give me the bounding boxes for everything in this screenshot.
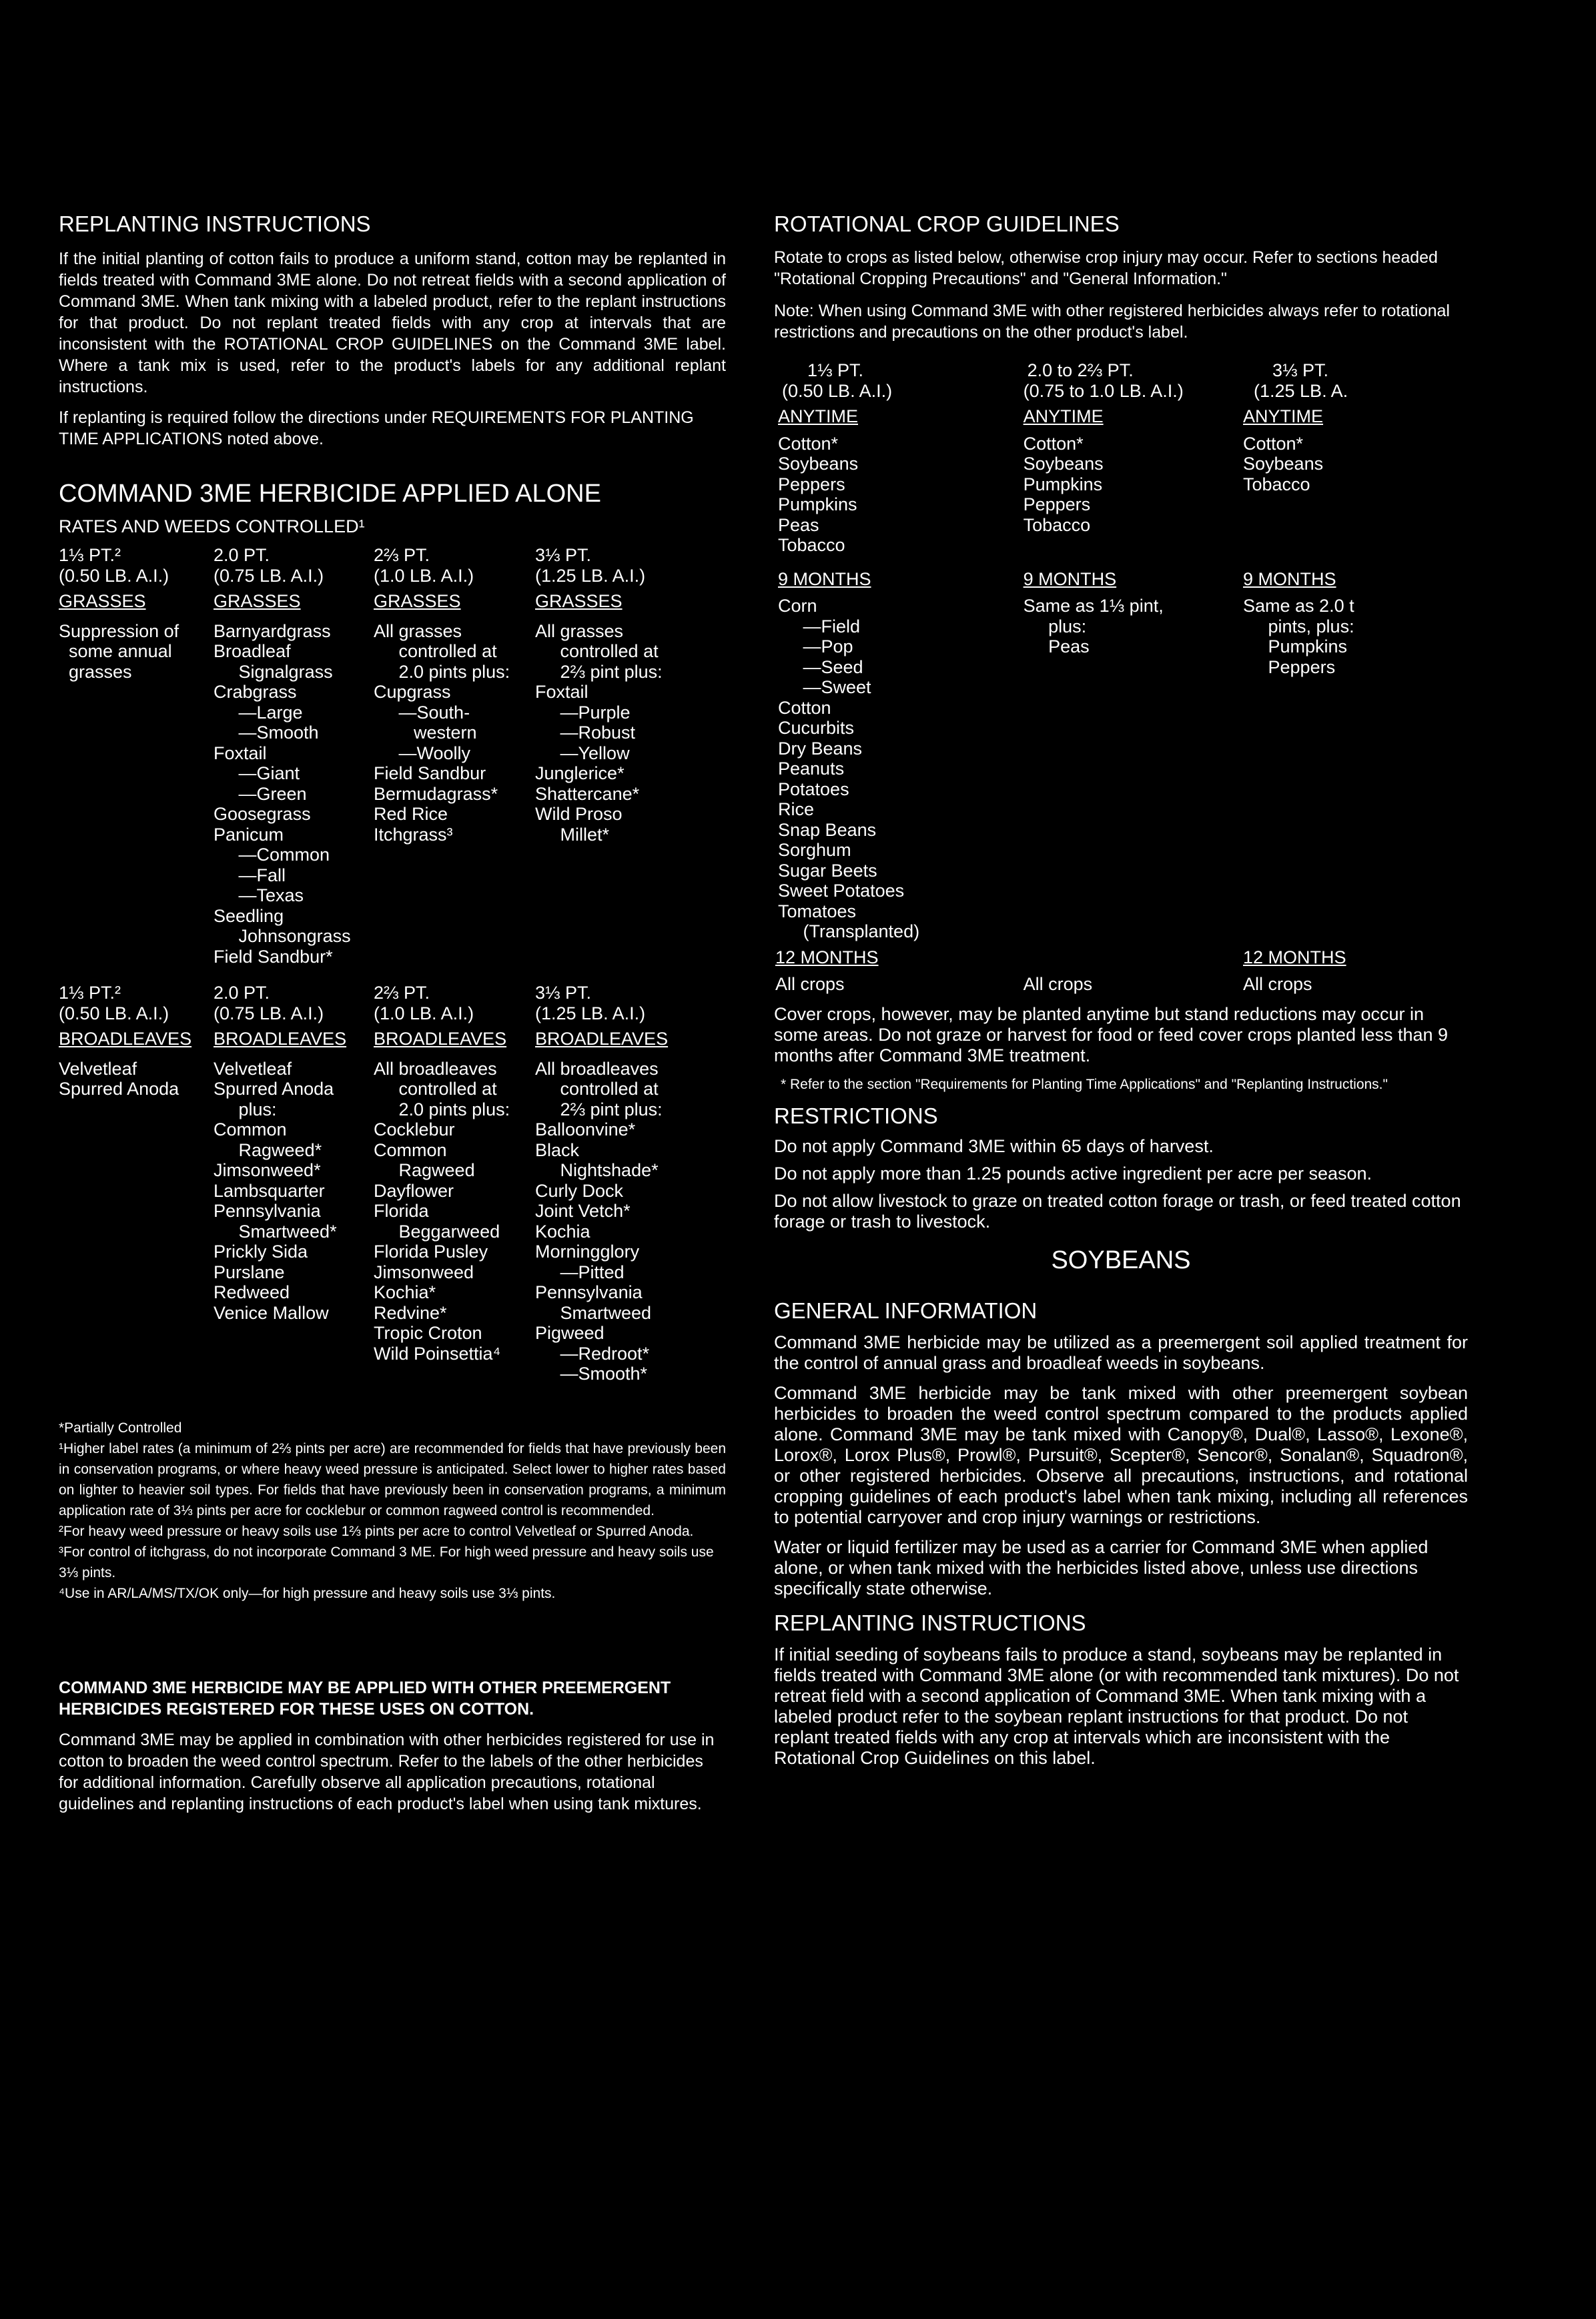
replanting-paragraph-1: If the initial planting of cotton fails to produce a uniform stand, cotton may be replanted in fields treated with Command 3ME alone. Do not retreat fields with a second application of Command 3ME. When tank mixing with a labeled product, refer to the replant instructions for that product. Do not replant treated fields with any crop at intervals that are inconsistent with the ROTATIONAL CROP GUIDELINES on the Command 3ME label. Where a tank mix is used, refer to the product's labels for any additional replant instructions. bbox=[59, 250, 726, 397]
soybeans-paragraph-2: Command 3ME herbicide may be tank mixed with other preemergent soybean herbicides to broaden the weed control spectrum compared to the products applied alone. Command 3ME may be tank mixed with Canopy®, Dual®, Lasso®, Lexone®, Lorox®, Lorox Plus®, Prowl®, Pursuit®, Scepter®, Sencor®, Sonalan®, Squadron®, or other registered herbicides. Observe all precautions, instructions, and rotational cropping guidelines of each product's label when tank mixing, including all references to potential carryover and crop injury warnings or restrictions. bbox=[774, 1383, 1468, 1528]
column-header: ANYTIME bbox=[1023, 406, 1104, 427]
rate-cell: 1⅓ PT. bbox=[807, 360, 864, 381]
applied-alone-heading: COMMAND 3ME HERBICIDE APPLIED ALONE bbox=[59, 480, 601, 508]
restriction-item: Do not allow livestock to graze on treated cotton forage or trash, or feed treated cotton forage or trash to livestock. bbox=[774, 1191, 1461, 1232]
column-header: ANYTIME bbox=[1243, 406, 1324, 427]
ai-cell: (1.25 LB. A.I.) bbox=[535, 565, 646, 586]
rate-cell: 2.0 PT. bbox=[214, 983, 270, 1003]
column-header: 9 MONTHS bbox=[1023, 568, 1117, 589]
soybeans-heading: SOYBEANS bbox=[1051, 1246, 1191, 1275]
rate-cell: 3⅓ PT. bbox=[1272, 360, 1329, 381]
rotational-ai-row bbox=[774, 381, 1468, 402]
column-header: 12 MONTHS bbox=[1243, 947, 1346, 967]
grasses-table bbox=[59, 545, 709, 967]
broadleaves-table bbox=[59, 983, 709, 1384]
soybeans-paragraph-3: Water or liquid fertilizer may be used as a carrier for Command 3ME when applied alone, or when tank mixed with the herbicides listed above, unless use directions specifically state otherwise. bbox=[774, 1537, 1429, 1599]
broadleaves-header-row bbox=[59, 1023, 709, 1049]
weed-list: All grasses controlled at 2.0 pints plus: Cupgrass —South- western —Woolly Field Sandbur Bermudagrass* Red Rice Itchgrass³ bbox=[374, 620, 510, 845]
footnote: ¹Higher label rates (a minimum of 2⅔ pints per acre) are recommended for fields that have previously been in conservation programs, or where heavy weed pressure is anticipated. Select lower to higher rates based on lighter to heavier soil types. For fields that have previously been in conservation programs, a minimum application rate of 3⅓ pints per acre for cocklebur or common ragweed control is recommended. bbox=[59, 1440, 726, 1518]
rotational-paragraph-1: Rotate to crops as listed below, otherwise crop injury may occur. Refer to sections headed "Rotational Cropping Precautions" and "General Information." bbox=[774, 248, 1438, 289]
broadleaves-weeds-row bbox=[59, 1049, 709, 1384]
crop-list: All crops bbox=[1023, 974, 1093, 995]
cover-crops-paragraph: Cover crops, however, may be planted anytime but stand reductions may occur in some areas. Do not graze or harvest for food or feed cover crops planted less than 9 months after Command 3ME treatment. bbox=[774, 1003, 1449, 1065]
column-header: BROADLEAVES bbox=[214, 1029, 347, 1049]
ai-cell: (0.50 LB. A.I.) bbox=[59, 1003, 169, 1023]
footnote: ⁴Use in AR/LA/MS/TX/OK only—for high pressure and heavy soils use 3⅓ pints. bbox=[59, 1585, 556, 1601]
rotational-paragraph-2: Note: When using Command 3ME with other registered herbicides always refer to rotational restrictions and precautions on the other product's label. bbox=[774, 302, 1450, 342]
ai-cell: (0.75 LB. A.I.) bbox=[214, 565, 324, 586]
rotational-rate-row bbox=[774, 360, 1468, 381]
rate-cell: 2.0 PT. bbox=[214, 545, 270, 566]
ai-cell: (0.75 LB. A.I.) bbox=[214, 1003, 324, 1023]
ai-cell: (1.25 LB. A. bbox=[1254, 380, 1348, 401]
crop-list: Cotton* Soybeans Pumpkins Peppers Tobacco bbox=[1023, 433, 1104, 535]
footnote: *Partially Controlled bbox=[59, 1420, 182, 1436]
left-column bbox=[59, 212, 726, 1815]
weed-list: All grasses controlled at 2⅔ pint plus: Foxtail —Purple —Robust —Yellow Junglerice* Shattercane* Wild Proso Millet* bbox=[535, 620, 663, 845]
footnote: ³For control of itchgrass, do not incorporate Command 3 ME. For high weed pressure and heavy soils use 3⅓ pints. bbox=[59, 1544, 714, 1580]
rates-subheading: RATES AND WEEDS CONTROLLED¹ bbox=[59, 516, 365, 537]
rate-cell: 1⅓ PT.² bbox=[59, 545, 121, 566]
weed-list: All broadleaves controlled at 2⅔ pint plus: Balloonvine* Black Nightshade* Curly Dock Joint Vetch* Kochia Morningglory —Pitted Pennsylvania Smartweed Pigweed —Redroot* —Smooth* bbox=[535, 1058, 663, 1384]
weed-list: Barnyardgrass Broadleaf Signalgrass Crabgrass —Large —Smooth Foxtail —Giant —Green Goosegrass Panicum —Common —Fall —Texas Seedling Johnsongrass Field Sandbur* bbox=[214, 620, 351, 967]
column-header: GRASSES bbox=[535, 591, 623, 612]
column-header: GRASSES bbox=[214, 591, 301, 612]
restriction-item: Do not apply more than 1.25 pounds active ingredient per acre per season. bbox=[774, 1164, 1372, 1184]
replanting-heading: REPLANTING INSTRUCTIONS bbox=[59, 211, 371, 236]
rate-cell: 3⅓ PT. bbox=[535, 545, 592, 566]
anytime-row bbox=[774, 427, 1468, 556]
crop-list: All crops bbox=[775, 974, 845, 995]
crop-list: Corn —Field —Pop —Seed —Sweet Cotton Cucurbits Dry Beans Peanuts Potatoes Rice Snap Beans Sorghum Sugar Beets Sweet Potatoes Tomatoes (Transplanted) bbox=[778, 596, 920, 942]
restrictions-heading: RESTRICTIONS bbox=[774, 1103, 938, 1128]
rotational-table bbox=[774, 360, 1468, 995]
ai-cell: (0.75 to 1.0 LB. A.I.) bbox=[1023, 380, 1184, 401]
broadleaves-ai-row bbox=[59, 1003, 709, 1024]
weed-list: All broadleaves controlled at 2.0 pints plus: Cocklebur Common Ragweed Dayflower Florida Beggarweed Florida Pusley Jimsonweed Kochia* Redvine* Tropic Croton Wild Poinsettia⁴ bbox=[374, 1058, 510, 1364]
rate-cell: 3⅓ PT. bbox=[535, 983, 592, 1003]
weed-list: Velvetleaf Spurred Anoda bbox=[59, 1058, 179, 1099]
nine-months-header-row bbox=[774, 556, 1468, 590]
column-header: 12 MONTHS bbox=[775, 947, 879, 967]
column-header: 9 MONTHS bbox=[778, 568, 871, 589]
twelve-months-row bbox=[774, 967, 1468, 995]
rate-cell: 2⅔ PT. bbox=[374, 983, 430, 1003]
grasses-rate-row bbox=[59, 545, 709, 566]
column-header: ANYTIME bbox=[778, 406, 859, 427]
soybeans-paragraph-4: If initial seeding of soybeans fails to produce a stand, soybeans may be replanted in fields treated with Command 3ME alone (or with recommended tank mixtures). Do not retreat field with a second application of Command 3ME. When tank mixing with a labeled product refer to the soybean replant instructions for that product. Do not replant treated fields with any crop at intervals which are inconsistent with the Rotational Crop Guidelines on this label. bbox=[774, 1645, 1459, 1769]
twelve-months-header-row bbox=[774, 942, 1468, 968]
ai-cell: (0.50 LB. A.I.) bbox=[782, 380, 893, 401]
grasses-header-row bbox=[59, 586, 709, 612]
rate-cell: 1⅓ PT.² bbox=[59, 983, 121, 1003]
replanting-paragraph-2: If replanting is required follow the directions under REQUIREMENTS FOR PLANTING TIME APPLICATIONS noted above. bbox=[59, 408, 694, 449]
crop-list: All crops bbox=[1243, 974, 1312, 995]
other-herbicides-heading: COMMAND 3ME HERBICIDE MAY BE APPLIED WITH OTHER PREEMERGENT HERBICIDES REGISTERED FOR THESE USES ON COTTON. bbox=[59, 1678, 671, 1719]
weed-list: Velvetleaf Spurred Anoda plus: Common Ragweed* Jimsonweed* Lambsquarter Pennsylvania Smartweed* Prickly Sida Purslane Redweed Venice Mallow bbox=[214, 1058, 337, 1323]
ai-cell: (1.0 LB. A.I.) bbox=[374, 1003, 474, 1023]
ai-cell: (1.0 LB. A.I.) bbox=[374, 565, 474, 586]
crop-list: Cotton* Soybeans Peppers Pumpkins Peas Tobacco bbox=[778, 433, 859, 556]
crop-list: Same as 2.0 t pints, plus: Pumpkins Peppers bbox=[1243, 596, 1354, 677]
nine-months-row bbox=[774, 589, 1468, 942]
restriction-item: Do not apply Command 3ME within 65 days of harvest. bbox=[774, 1136, 1214, 1157]
other-herbicides-paragraph: Command 3ME may be applied in combination with other herbicides registered for use in cotton to broaden the weed control spectrum. Refer to the labels of the other herbicides for additional information. Carefully observe all application precautions, rotational guidelines and replanting instructions of each product's label when using tank mixtures. bbox=[59, 1730, 715, 1813]
weed-list: Suppression of some annual grasses bbox=[59, 620, 179, 682]
column-header: BROADLEAVES bbox=[535, 1029, 669, 1049]
rotational-heading: ROTATIONAL CROP GUIDELINES bbox=[774, 211, 1120, 236]
ai-cell: (1.25 LB. A.I.) bbox=[535, 1003, 646, 1023]
column-header: GRASSES bbox=[59, 591, 146, 612]
broadleaves-rate-row bbox=[59, 983, 709, 1003]
column-header: 9 MONTHS bbox=[1243, 568, 1336, 589]
grasses-weeds-row bbox=[59, 612, 709, 967]
crop-list: Cotton* Soybeans Tobacco bbox=[1243, 433, 1324, 494]
general-information-heading: GENERAL INFORMATION bbox=[774, 1298, 1038, 1323]
column-header: GRASSES bbox=[374, 591, 461, 612]
rotational-note: * Refer to the section "Requirements for Planting Time Applications" and "Replanting Instructions." bbox=[781, 1076, 1388, 1092]
anytime-header-row bbox=[774, 401, 1468, 427]
footnote: ²For heavy weed pressure or heavy soils use 1⅔ pints per acre to control Velvetleaf or Spurred Anoda. bbox=[59, 1523, 694, 1539]
grasses-ai-row bbox=[59, 566, 709, 586]
footnotes bbox=[59, 1418, 726, 1604]
column-header: BROADLEAVES bbox=[374, 1029, 507, 1049]
column-header bbox=[1024, 942, 1242, 968]
soybeans-paragraph-1: Command 3ME herbicide may be utilized as a preemergent soil applied treatment for the control of annual grass and broadleaf weeds in soybeans. bbox=[774, 1332, 1468, 1374]
soybeans-replanting-heading: REPLANTING INSTRUCTIONS bbox=[774, 1610, 1086, 1636]
right-column bbox=[774, 212, 1468, 1769]
ai-cell: (0.50 LB. A.I.) bbox=[59, 565, 169, 586]
rate-cell: 2.0 to 2⅔ PT. bbox=[1027, 360, 1134, 381]
rate-cell: 2⅔ PT. bbox=[374, 545, 430, 566]
column-header: BROADLEAVES bbox=[59, 1029, 192, 1049]
crop-list: Same as 1⅓ pint, plus: Peas bbox=[1023, 596, 1164, 657]
